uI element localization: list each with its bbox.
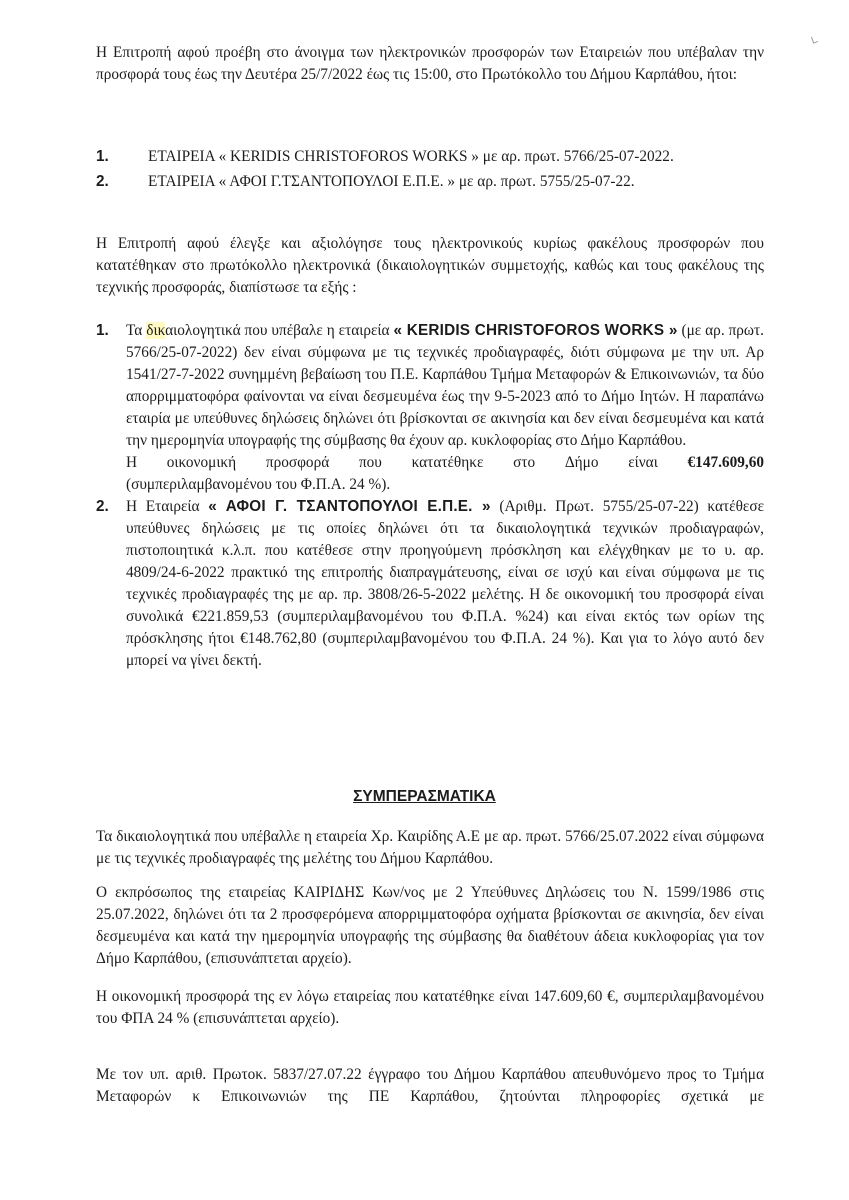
list-number: 2. <box>96 498 109 515</box>
conclusion-paragraph: Τα δικαιολογητικά που υπέβαλλε η εταιρεία Χρ. Καιρίδης Α.Ε με αρ. πρωτ. 5766/25.07.2022 είναι σύμφωνα με τις τεχνικές προδιαγραφές της μελέτης του Δήμου Καρπάθου. <box>96 828 764 867</box>
finding-body: (Αριθμ. Πρωτ. 5755/25-07-22) κατέθεσε υπεύθυνες δηλώσεις με τις οποίες δηλώνει ότι τα δικαιολογητικά τεχνικών προδιαγραφών, πιστοποιητικά κ.λ.π. που κατέθεσε στην προηγούμενη πρόσκληση και ελέγχθηκαν με το υ. αρ. 4809/24-6-2022 πρακτικό της επιτροπής διαπραγμάτευσης, είναι σε ισχύ και είναι σύμφωνα με τις τεχνικές προδιαγραφές της με αρ. πρ. 3808/26-5-2022 μελέτης. Η δε οικονομική του προσφορά είναι συνολικά €221.859,53 (συμπεριλαμβανομένου του Φ.Π.Α. %24) και είναι εκτός των ορίων της πρόσκλησης ήτοι €148.762,80 (συμπεριλαμβανομένου του Φ.Π.Α. 24 %). Και για το λόγο αυτό δεν μπορεί να γίνει δεκτή. <box>126 498 764 669</box>
company-name: « ΑΦΟΙ Γ. ΤΣΑΝΤΟΠΟΥΛΟΙ Ε.Π.Ε. » <box>208 498 491 515</box>
company-name: « KERIDIS CHRISTOFOROS WORKS » <box>393 322 678 339</box>
bidder-text: ΕΤΑΙΡΕΙΑ « KERIDIS CHRISTOFOROS WORKS » με αρ. πρωτ. 5766/25-07-2022. <box>148 148 674 165</box>
list-number: 2. <box>96 173 109 190</box>
offer-amount: €147.609,60 <box>687 454 764 471</box>
conclusion-paragraph: Η οικονομική προσφορά της εν λόγω εταιρείας που κατατέθηκε είναι 147.609,60 €, συμπεριλαμβανομένου του ΦΠΑ 24 % (επισυνάπτεται αρχείο). <box>96 988 764 1027</box>
vat-note: (συμπεριλαμβανομένου του Φ.Π.Α. 24 %). <box>126 476 391 493</box>
list-number: 1. <box>96 148 109 165</box>
finding-item: 1. Τα δικαιολογητικά που υπέβαλε η εταιρεία « KERIDIS CHRISTOFOROS WORKS » (με αρ. πρωτ. 5766/25-07-2022) δεν είναι σύμφωνα με τις τεχνικές προδιαγραφές, διότι σύμφωνα με την υπ. Αρ 1541/27-7-2022 συνημμένη βεβαίωση του Π.Ε. Καρπάθου Τμήμα Μεταφορών & Επικοινωνιών, τα δύο απορριμματοφόρα φαίνονται να είναι δεσμευμένα έως την 9-5-2023 από το Δήμο Ιητών. Η παραπάνω εταιρία με υπεύθυνες δηλώσεις δηλώνει ότι βρίσκονται σε ακινησία και δεν είναι δεσμευμένα και κατά την ημερομηνία υπογραφής της σύμβασης θα έχουν αρ. κυκλοφορίας στο Δήμο Καρπάθου. Η οικονομική προσφορά που κατατέθηκε στο Δήμο είναι €147.609,60 (συμπεριλαμβανομένου του Φ.Π.Α. 24 %). <box>96 320 764 496</box>
list-item <box>96 171 764 193</box>
findings-list <box>96 320 764 672</box>
finding-body: (με αρ. πρωτ. 5766/25-07-2022) δεν είναι σύμφωνα με τις τεχνικές προδιαγραφές, διότι σύμφωνα με την υπ. Αρ 1541/27-7-2022 συνημμένη βεβαίωση του Π.Ε. Καρπάθου Τμήμα Μεταφορών & Επικοινωνιών, τα δύο απορριμματοφόρα φαίνονται να είναι δεσμευμένα έως την 9-5-2023 από το Δήμο Ιητών. Η παραπάνω εταιρία με υπεύθυνες δηλώσεις δηλώνει ότι βρίσκονται σε ακινησία και δεν είναι δεσμευμένα και κατά την ημερομηνία υπογραφής της σύμβασης θα έχουν αρ. κυκλοφορίας στο Δήμο Καρπάθου. <box>126 322 764 449</box>
list-number: 1. <box>96 322 109 339</box>
conclusion-paragraph: Ο εκπρόσωπος της εταιρείας ΚΑΙΡΙΔΗΣ Κων/νος με 2 Υπεύθυνες Δηλώσεις του Ν. 1599/1986 στις 25.07.2022, δηλώνει ότι τα 2 προσφερόμενα απορριμματοφόρα οχήματα βρίσκονται σε ακινησία, δεν είναι δεσμευμένα και κατά την ημερομηνία υπογραφής της σύμβασης θα διαθέτουν άδεια κυκλοφορίας για τον Δήμο Καρπάθου, (επισυνάπτεται αρχείο). <box>96 884 764 967</box>
bidder-text: ΕΤΑΙΡΕΙΑ « ΑΦΟΙ Γ.ΤΣΑΝΤΟΠΟΥΛΟΙ Ε.Π.Ε. » με αρ. πρωτ. 5755/25-07-22. <box>148 173 635 190</box>
offer-line: Η οικονομική προσφορά που κατατέθηκε στο Δήμο είναι €147.609,60 <box>126 452 764 474</box>
list-item <box>96 146 764 168</box>
highlighted-text: δικ <box>146 322 166 339</box>
finding-item: 2. Η Εταιρεία « ΑΦΟΙ Γ. ΤΣΑΝΤΟΠΟΥΛΟΙ Ε.Π.Ε. » (Αριθμ. Πρωτ. 5755/25-07-22) κατέθεσε υπεύθυνες δηλώσεις με τις οποίες δηλώνει ότι τα δικαιολογητικά τεχνικών προδιαγραφών, πιστοποιητικά κ.λ.π. που κατέθεσε στην προηγούμενη πρόσκληση και ελέγχθηκαν με το υ. αρ. 4809/24-6-2022 πρακτικό της επιτροπής διαπραγμάτευσης, είναι σε ισχύ και είναι σύμφωνα με τις τεχνικές προδιαγραφές της με αρ. πρ. 3808/26-5-2022 μελέτης. Η δε οικονομική του προσφορά είναι συνολικά €221.859,53 (συμπεριλαμβανομένου του Φ.Π.Α. %24) και είναι εκτός των ορίων της πρόσκλησης ήτοι €148.762,80 (συμπεριλαμβανομένου του Φ.Π.Α. 24 %). Και για το λόγο αυτό δεν μπορεί να γίνει δεκτή. <box>96 498 764 669</box>
conclusion-paragraph: Με τον υπ. αριθ. Πρωτοκ. 5837/27.07.22 έγγραφο του Δήμου Καρπάθου απευθυνόμενο προς το Τμήμα Μεταφορών κ Επικοινωνιών της ΠΕ Καρπάθου, ζητούνται πληροφορίες σχετικά με <box>96 1066 764 1105</box>
scan-mark <box>811 35 818 43</box>
intro-paragraph: Η Επιτροπή αφού προέβη στο άνοιγμα των ηλεκτρονικών προσφορών των Εταιρειών που υπέβαλαν την προσφορά τους έως την Δευτέρα 25/7/2022 έως τις 15:00, στο Πρωτόκολλο του Δήμου Καρπάθου, ήτοι: <box>96 44 764 83</box>
evaluation-intro: Η Επιτροπή αφού έλεγξε και αξιολόγησε τους ηλεκτρονικούς κυρίως φακέλους προσφορών που κατατέθηκαν στο πρωτόκολλο ηλεκτρονικά (δικαιολογητικών συμμετοχής, καθώς και τους φακέλους της τεχνικής προσφοράς, διαπίστωσε τα εξής : <box>96 235 764 296</box>
bidder-list <box>96 146 764 196</box>
section-heading: ΣΥΜΠΕΡΑΣΜΑΤΙΚΑ <box>353 788 496 805</box>
